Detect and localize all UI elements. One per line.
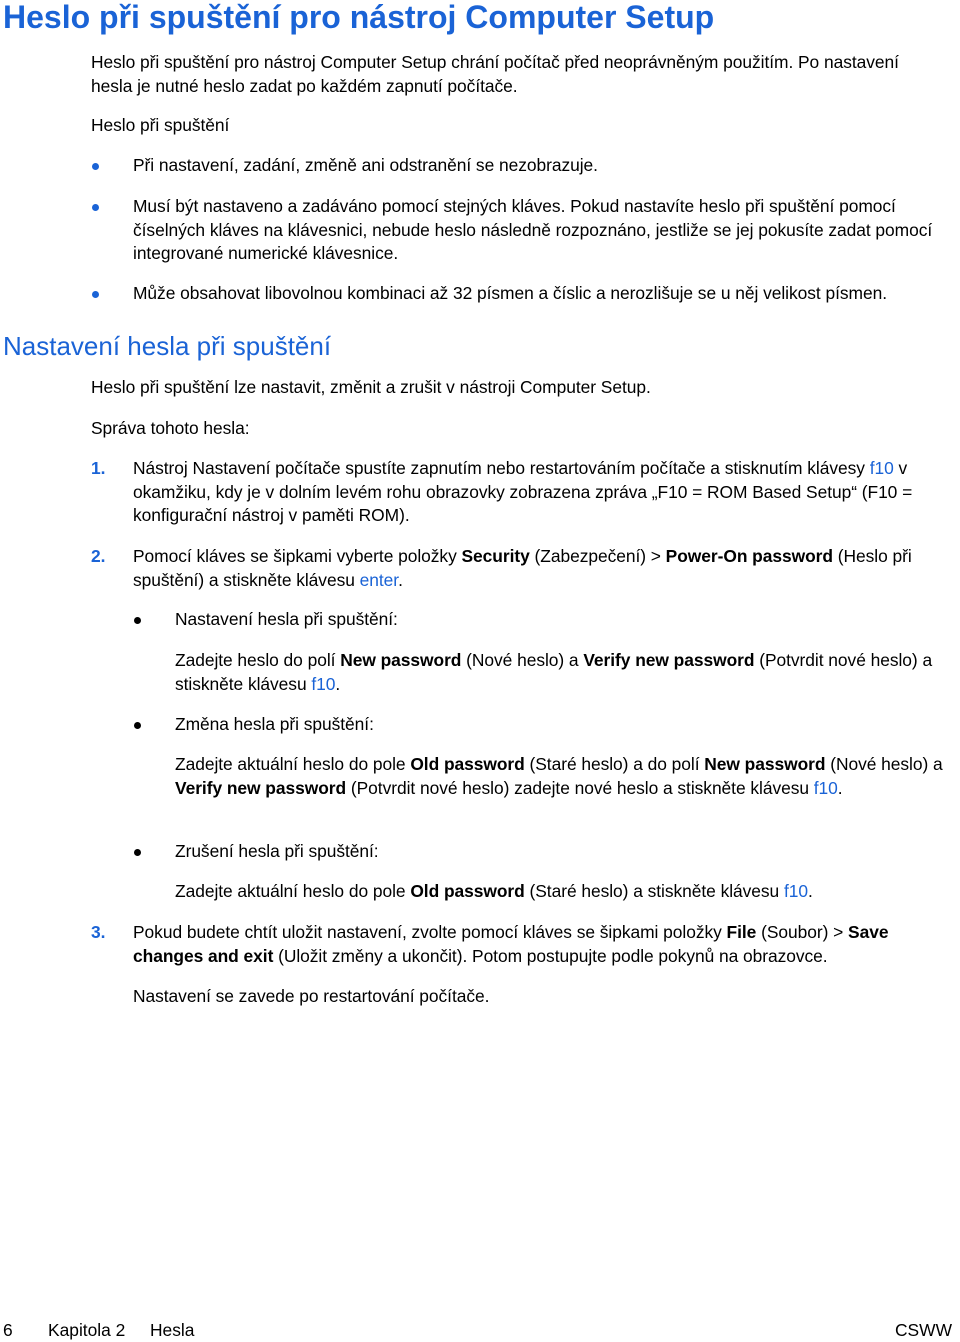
key-f10: f10	[311, 673, 336, 694]
step-number-3: 3.	[91, 922, 106, 942]
bullet-icon	[134, 617, 141, 624]
step-number-2: 2.	[91, 546, 106, 566]
section-paragraph: Heslo při spuštění lze nastavit, změnit a zrušit v nástroji Computer Setup.	[91, 377, 651, 397]
step-1-text: Nástroj Nastavení počítače spustíte zapnutím nebo restartováním počítače a stisknutím klávesy f10 v okamžiku, kdy je v dolním levém rohu obrazovky zobrazena zpráva „F10 = ROM Based Setup“ (F10 = konfigurační nástroj v paměti ROM).	[133, 458, 913, 525]
intro-subheading: Heslo při spuštění	[91, 115, 230, 135]
substep-b-text: Zadejte aktuální heslo do pole Old password (Staré heslo) a do polí New password (Nové heslo) a Verify new password (Potvrdit nové heslo) zadejte nové heslo a stiskněte klávesu f10.	[175, 754, 943, 798]
bullet-icon	[92, 204, 99, 211]
step-number-1: 1.	[91, 458, 106, 478]
page-number: 6	[3, 1320, 13, 1340]
bullet-icon	[92, 291, 99, 298]
step-2-text: Pomocí kláves se šipkami vyberte položky Security (Zabezpečení) > Power-On password (Heslo při spuštění) a stiskněte klávesu enter.	[133, 546, 912, 590]
key-enter: enter	[359, 569, 399, 590]
footer-chapter: Kapitola 2	[48, 1320, 126, 1340]
footer-doc-code: CSWW	[895, 1320, 952, 1340]
step-3-note: Nastavení se zavede po restartování počítače.	[133, 986, 490, 1006]
substep-a-text: Zadejte heslo do polí New password (Nové heslo) a Verify new password (Potvrdit nové heslo) a stiskněte klávesu f10.	[175, 650, 933, 694]
key-f10: f10	[869, 458, 894, 478]
bullet-item-1: Při nastavení, zadání, změně ani odstranění se nezobrazuje.	[133, 155, 598, 175]
substep-b-label: Změna hesla při spuštění:	[175, 714, 374, 734]
section-heading: Nastavení hesla při spuštění	[3, 331, 332, 361]
bullet-icon	[92, 163, 99, 170]
intro-paragraph: Heslo při spuštění pro nástroj Computer Setup chrání počítač před neoprávněným použitím. Po nastavení hesla je nutné heslo zadat po každém zapnutí počítače.	[91, 52, 899, 96]
bullet-icon	[134, 722, 141, 729]
bullet-icon	[134, 849, 141, 856]
key-f10: f10	[783, 881, 808, 901]
bullet-item-3: Může obsahovat libovolnou kombinaci až 32 písmen a číslic a nerozlišuje se u něj velikost písmen.	[133, 283, 887, 303]
step-3-text: Pokud budete chtít uložit nastavení, zvolte pomocí kláves se šipkami položky File (Soubor) > Save changes and exit (Uložit změny a ukončit). Potom postupujte podle pokynů na obrazovce.	[133, 922, 889, 966]
page-title: Heslo při spuštění pro nástroj Computer Setup	[3, 0, 715, 35]
section-paragraph-2: Správa tohoto hesla:	[91, 418, 250, 438]
footer-chapter-title: Hesla	[150, 1320, 195, 1340]
key-f10: f10	[813, 777, 838, 798]
substep-c-label: Zrušení hesla při spuštění:	[175, 841, 379, 861]
bullet-item-2: Musí být nastaveno a zadáváno pomocí stejných kláves. Pokud nastavíte heslo při spuštění pomocí číselných kláves na klávesnici, nebude heslo následně rozpoznáno, jestliže se jej pokusíte zadat pomocí integrované numerické klávesnice.	[133, 196, 933, 263]
substep-a-label: Nastavení hesla při spuštění:	[175, 609, 398, 629]
substep-c-text: Zadejte aktuální heslo do pole Old password (Staré heslo) a stiskněte klávesu f10.	[175, 881, 813, 901]
